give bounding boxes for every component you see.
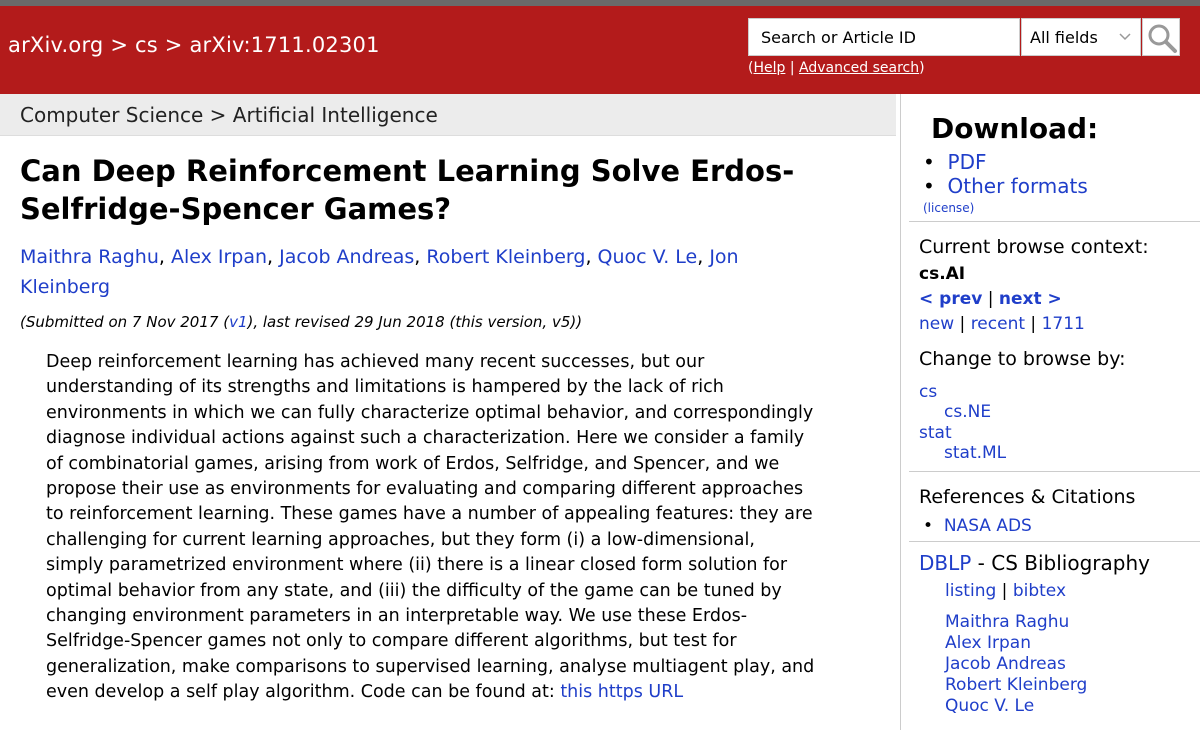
next-link[interactable]: next > (998, 289, 1062, 309)
other-formats-link[interactable]: Other formats (947, 174, 1088, 198)
abstract-line: of combinatorial games, arising from work of Erdos, Selfridge, and Spencer, and we (46, 453, 780, 474)
browse-context-box (909, 230, 1200, 472)
browse-cs-ne-link[interactable]: cs.NE (944, 402, 992, 422)
abstract-line-last: even develop a self play algorithm. Code can be found at: this https URL (46, 682, 684, 703)
search-scope-select[interactable] (1021, 18, 1141, 56)
paper-title (20, 152, 880, 228)
abstract-line: changing environment parameters in an interpretable way. We use these Erdos- (46, 606, 748, 627)
nasa-ads-link[interactable]: NASA ADS (943, 516, 1032, 536)
author-link[interactable]: Robert Kleinberg (426, 246, 586, 268)
dblp-author-link[interactable]: Quoc V. Le (945, 696, 1035, 716)
change-browse-heading: Change to browse by: (919, 348, 1126, 370)
search-placeholder: Search or Article ID (761, 28, 916, 47)
search-button[interactable] (1142, 18, 1180, 56)
pdf-link[interactable]: PDF (947, 150, 987, 174)
download-box (909, 94, 1200, 222)
breadcrumb-separator: > (110, 33, 136, 57)
paper-title-line: Can Deep Reinforcement Learning Solve Erdos- (20, 154, 795, 188)
prev-link[interactable]: < prev (919, 289, 983, 309)
search-help-links: (Help | Advanced search) (748, 60, 925, 76)
category-heading: Computer Science > Artificial Intelligence (20, 103, 438, 127)
breadcrumb-cs[interactable]: cs (135, 33, 158, 57)
dblp-box (909, 546, 1200, 730)
search-scope-value: All fields (1030, 28, 1098, 47)
author-link[interactable]: Jon (709, 246, 739, 268)
recent-link[interactable]: recent (970, 314, 1026, 334)
dblp-author-link[interactable]: Robert Kleinberg (945, 675, 1088, 695)
site-header (0, 6, 1200, 94)
browse-stat-ml-link[interactable]: stat.ML (944, 443, 1007, 463)
author-link[interactable]: Kleinberg (20, 276, 111, 298)
breadcrumb-article[interactable]: arXiv:1711.02301 (189, 33, 380, 57)
month-link[interactable]: 1711 (1041, 314, 1085, 334)
abstract-line: to reinforcement learning. These games have a number of appealing features: they are (46, 504, 813, 525)
dblp-bibtex-link[interactable]: bibtex (1012, 581, 1067, 601)
dblp-link[interactable]: DBLP (919, 551, 972, 575)
breadcrumb (8, 33, 380, 57)
abstract-line: diagnose individual actions against such a characterization. Here we consider a family (46, 428, 805, 449)
download-item: • PDF (923, 150, 987, 174)
browse-stat-link[interactable]: stat (919, 423, 952, 443)
search-input[interactable] (748, 18, 1020, 56)
references-box (909, 480, 1200, 542)
abstract-line: propose their use as environments for evaluating and comparing different approaches (46, 479, 804, 500)
dblp-author-link[interactable]: Alex Irpan (945, 633, 1031, 653)
abstract-line: generalization, make comparisons to supervised learning, analyse multiagent play, and (46, 656, 815, 677)
license-link-wrap (923, 201, 974, 215)
chevron-down-icon (1118, 29, 1132, 47)
browse-context-value: cs.AI (919, 264, 966, 284)
author-link[interactable]: Jacob Andreas (279, 246, 415, 268)
abstract-line: understanding of its strengths and limitations is hampered by the lack of rich (46, 377, 724, 398)
category-bar (0, 94, 896, 136)
version-link[interactable]: v1 (229, 313, 248, 331)
help-link[interactable]: Help (753, 60, 786, 76)
browse-cs-link[interactable]: cs (919, 382, 938, 402)
abstract (46, 350, 866, 706)
references-heading: References & Citations (919, 486, 1136, 508)
code-url-link[interactable]: this https URL (560, 682, 684, 703)
author-link[interactable]: Maithra Raghu (20, 246, 159, 268)
abstract-line: optimal behavior from any state, and (iii) the difficulty of the game can be tuned by (46, 580, 782, 601)
dblp-listing-link[interactable]: listing (945, 581, 997, 601)
breadcrumb-separator: > (164, 33, 190, 57)
browse-nav-links: new | recent | 1711 (919, 314, 1085, 334)
abstract-line: simply parametrized environment where (ii) there is a linear closed form solution for (46, 555, 788, 576)
breadcrumb-arxiv[interactable]: arXiv.org (8, 33, 104, 57)
author-link[interactable]: Quoc V. Le (597, 246, 698, 268)
download-heading: Download: (931, 112, 1099, 145)
dblp-author-link[interactable]: Jacob Andreas (945, 654, 1066, 674)
browse-context-heading: Current browse context: (919, 236, 1149, 258)
submission-dateline: (Submitted on 7 Nov 2017 (v1), last revised 29 Jun 2018 (this version, v5)) (20, 313, 583, 331)
prev-next-nav: < prev | next > (919, 289, 1062, 309)
abstract-line: challenging for current learning approaches, but they form (i) a low-dimensional, (46, 529, 755, 550)
dblp-author-link[interactable]: Maithra Raghu (945, 612, 1070, 632)
dblp-links: listing | bibtex (945, 581, 1067, 601)
advanced-search-link[interactable]: Advanced search (799, 60, 920, 76)
abstract-line: Deep reinforcement learning has achieved many recent successes, but our (46, 352, 705, 372)
download-item: • Other formats (923, 174, 1088, 198)
license-link[interactable]: (license) (923, 201, 975, 215)
new-link[interactable]: new (919, 314, 955, 334)
author-link[interactable]: Alex Irpan (170, 246, 268, 268)
dblp-heading: DBLP - CS Bibliography (919, 551, 1150, 575)
abstract-line: Selfridge-Spencer games not only to compare different algorithms, but test for (46, 631, 737, 652)
abstract-line: environments in which we can fully characterize optimal behavior, and correspondingly (46, 402, 814, 423)
references-item: • NASA ADS (923, 516, 1032, 536)
sidebar (900, 94, 1200, 730)
author-list: Maithra Raghu, Alex Irpan, Jacob Andreas, Robert Kleinberg, Quoc V. Le, Jon Kleinberg (20, 246, 739, 298)
paper-title-line: Selfridge-Spencer Games? (20, 192, 452, 226)
